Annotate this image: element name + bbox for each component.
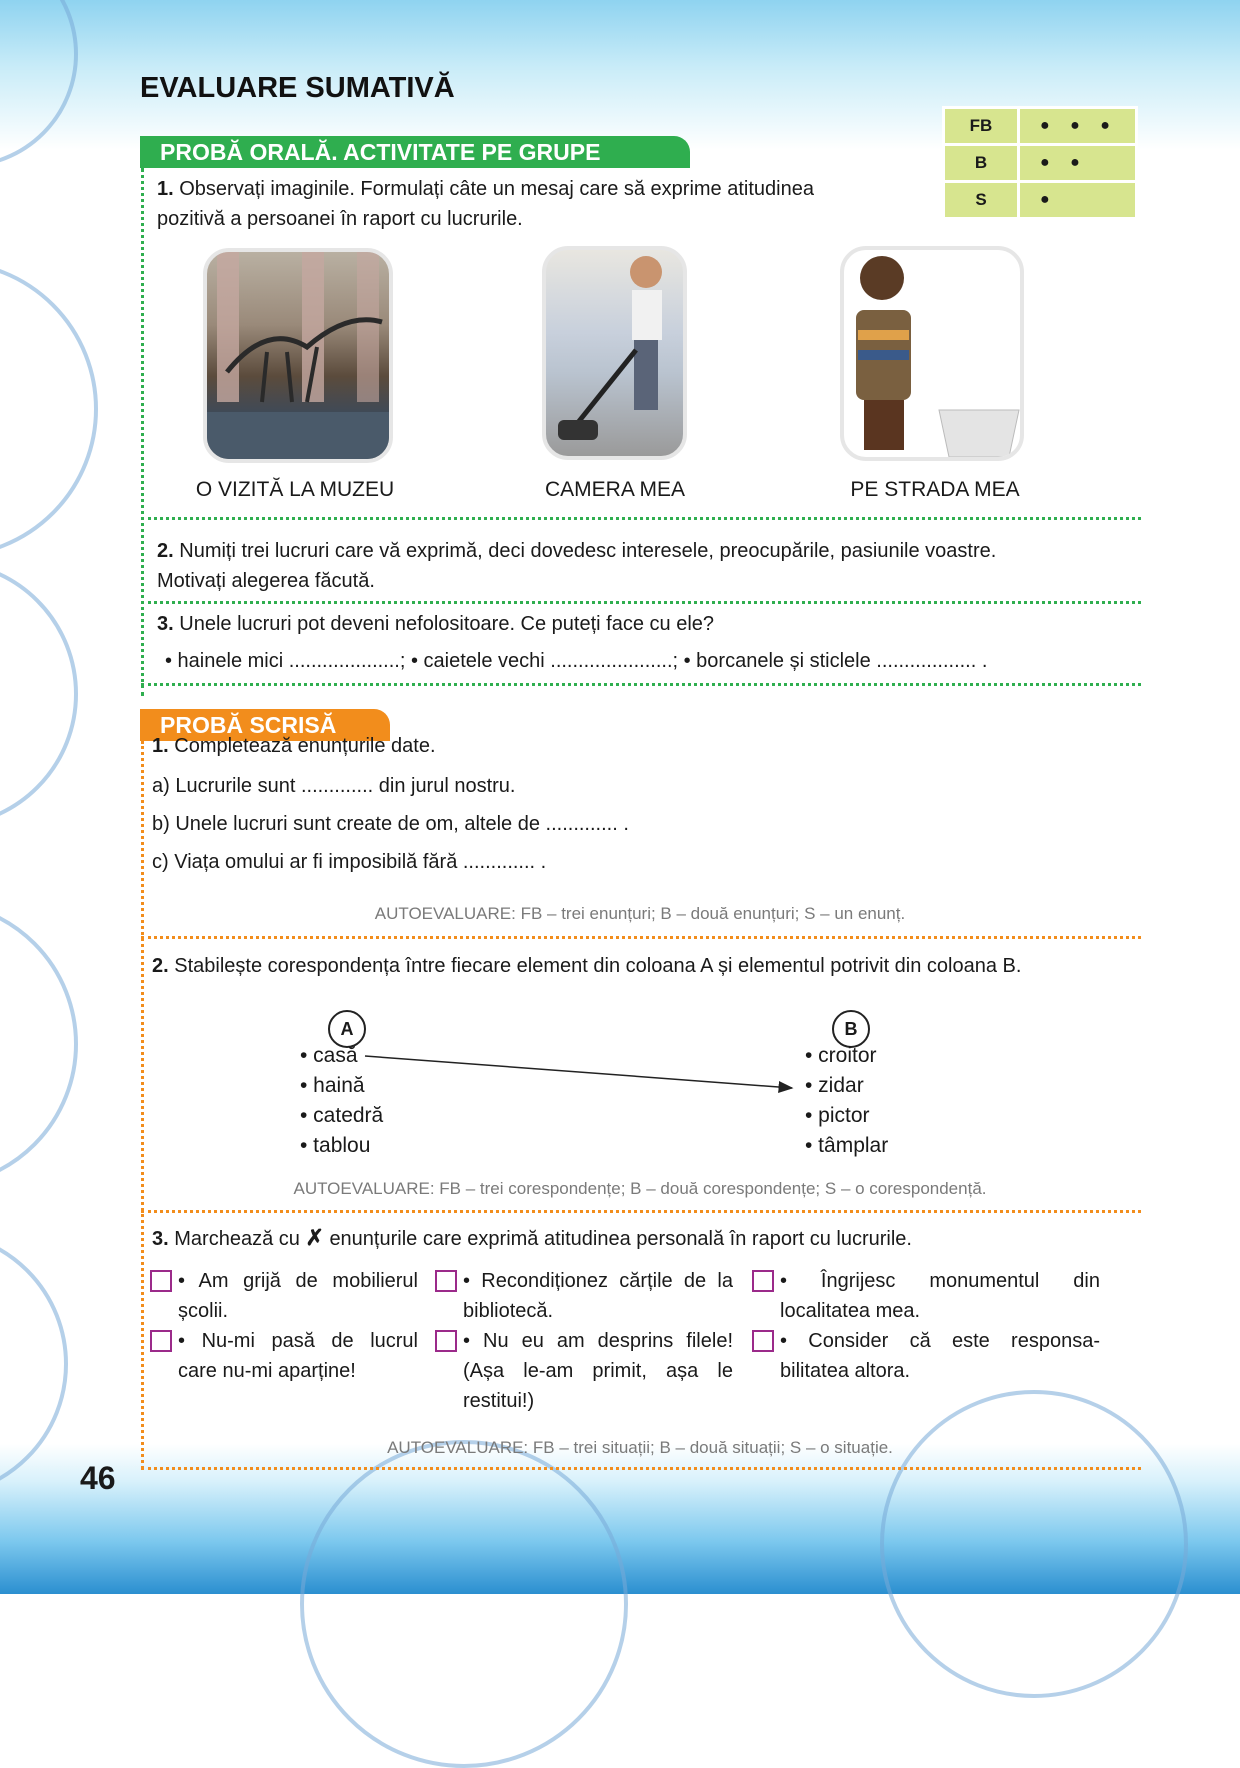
section-divider	[141, 683, 1141, 686]
question-text: Numiți trei lucruri care vă exprimă, deci dovedesc interesele, preocupările, pasiunile voastre.	[179, 540, 997, 562]
question-number: 1.	[157, 178, 174, 200]
question-text: Marchează cu	[174, 1228, 300, 1250]
section-divider	[141, 1467, 1141, 1470]
column-b-list	[805, 1041, 888, 1161]
written-question-1	[152, 731, 1052, 761]
column-a-item: • casă	[300, 1044, 358, 1067]
answer-checkbox[interactable]	[752, 1270, 774, 1292]
column-a-item: • haină	[300, 1074, 365, 1097]
section-divider	[141, 517, 1141, 520]
statement-item: • Nu-mi pasă de lucrul care nu-mi aparține!	[178, 1330, 418, 1382]
matching-arrow	[360, 1050, 810, 1100]
grade-dots: ● ● ●	[1019, 108, 1137, 145]
question-text: pozitivă a persoanei în raport cu lucrurile.	[157, 208, 523, 230]
oral-question-3-items: • hainele mici ....................; • caietele vechi ......................; • borcanele și sticlele .................. .	[165, 650, 988, 672]
section-divider	[141, 1210, 1141, 1213]
column-a-item: • catedră	[300, 1104, 384, 1127]
statement-item: • Consider că este responsa-bilitatea altora.	[780, 1330, 1100, 1382]
column-b-item: • croitor	[805, 1044, 877, 1067]
statement-item: • Îngrijesc monumentul din localitatea mea.	[780, 1270, 1100, 1322]
question-text: enunțurile care exprimă atitudinea personală în raport cu lucrurile.	[329, 1228, 912, 1250]
question-number: 3.	[152, 1228, 169, 1250]
fill-in-sentence: b) Unele lucruri sunt create de om, altele de ............. .	[152, 813, 629, 835]
question-text: Observați imaginile. Formulați câte un mesaj care să exprime atitudinea	[179, 178, 814, 200]
column-a-item: • tablou	[300, 1134, 371, 1157]
section-divider	[141, 936, 1141, 939]
decor-circle	[0, 900, 78, 1188]
answer-checkbox[interactable]	[435, 1270, 457, 1292]
grade-row	[944, 145, 1137, 182]
answer-checkbox[interactable]	[150, 1330, 172, 1352]
x-mark-icon: ✗	[305, 1225, 324, 1250]
column-b-item: • pictor	[805, 1104, 870, 1127]
question-text: Completează enunțurile date.	[174, 735, 436, 757]
decor-circle	[0, 560, 78, 828]
bedroom-vacuum-photo	[542, 246, 687, 460]
fill-in-sentence: c) Viața omului ar fi imposibilă fără ............. .	[152, 851, 547, 873]
fill-in-sentence: a) Lucrurile sunt ............. din jurul nostru.	[152, 775, 516, 797]
vacuum-cleaner-icon	[546, 250, 683, 456]
grade-label: FB	[944, 108, 1019, 145]
question-number: 2.	[152, 955, 169, 977]
column-b-item: • zidar	[805, 1074, 864, 1097]
column-b-item: • tâmplar	[805, 1134, 889, 1157]
statement-item: • Am grijă de mobilierul școlii.	[178, 1270, 418, 1322]
question-number: 3.	[157, 613, 174, 635]
grade-row	[944, 182, 1137, 219]
decor-circle	[880, 1390, 1188, 1698]
oral-section-border	[141, 168, 144, 696]
answer-checkbox[interactable]	[150, 1270, 172, 1292]
answer-checkbox[interactable]	[752, 1330, 774, 1352]
page-number: 46	[80, 1460, 116, 1496]
question-number: 1.	[152, 735, 169, 757]
statement-item: • Nu eu am desprins filele! (Așa le-am primit, așa le restitui!)	[463, 1330, 733, 1412]
oral-question-3	[157, 609, 1137, 639]
oral-section-banner: PROBĂ ORALĂ. ACTIVITATE PE GRUPE	[140, 136, 690, 168]
grade-label: B	[944, 145, 1019, 182]
self-evaluation-note: AUTOEVALUARE: FB – trei corespondențe; B – două corespondențe; S – o corespondență.	[293, 1179, 987, 1198]
grade-label: S	[944, 182, 1019, 219]
trash-bin-icon	[844, 250, 1020, 457]
question-text: Motivați alegerea făcută.	[157, 570, 375, 592]
grade-dots: ●	[1019, 182, 1137, 219]
question-text: Stabilește corespondența între fiecare element din coloana A și elementul potrivit din coloana B.	[174, 955, 1022, 977]
statement-item: • Recondiționez cărțile de la bibliotecă.	[463, 1270, 733, 1322]
written-question-2	[152, 951, 1142, 981]
museum-photo	[203, 248, 393, 463]
grade-legend-table	[942, 106, 1138, 220]
self-evaluation-note: AUTOEVALUARE: FB – trei situații; B – două situații; S – o situație.	[387, 1438, 893, 1457]
decor-circle	[0, 260, 98, 558]
photo-caption: PE STRADA MEA	[850, 478, 1020, 501]
written-question-3	[152, 1223, 1142, 1254]
photo-caption: CAMERA MEA	[544, 478, 686, 501]
boy-trash-bin-photo	[840, 246, 1024, 461]
grade-dots: ● ●	[1019, 145, 1137, 182]
decor-circle	[300, 1440, 628, 1768]
grade-row	[944, 108, 1137, 145]
column-b-label: B	[832, 1010, 870, 1048]
photo-caption: O VIZITĂ LA MUZEU	[195, 478, 395, 501]
written-section-banner: PROBĂ SCRISĂ	[140, 709, 390, 741]
section-divider	[141, 601, 1141, 604]
page-title: EVALUARE SUMATIVĂ	[140, 72, 455, 104]
dinosaur-skeleton-icon	[207, 252, 389, 459]
question-number: 2.	[157, 540, 174, 562]
question-text: Unele lucruri pot deveni nefolositoare. Ce puteți face cu ele?	[179, 613, 715, 635]
answer-checkbox[interactable]	[435, 1330, 457, 1352]
column-a-label: A	[328, 1010, 366, 1048]
oral-question-1	[157, 174, 917, 234]
self-evaluation-note: AUTOEVALUARE: FB – trei enunțuri; B – două enunțuri; S – un enunț.	[374, 904, 906, 923]
oral-question-2	[157, 536, 1137, 596]
written-section-border	[141, 741, 144, 1469]
